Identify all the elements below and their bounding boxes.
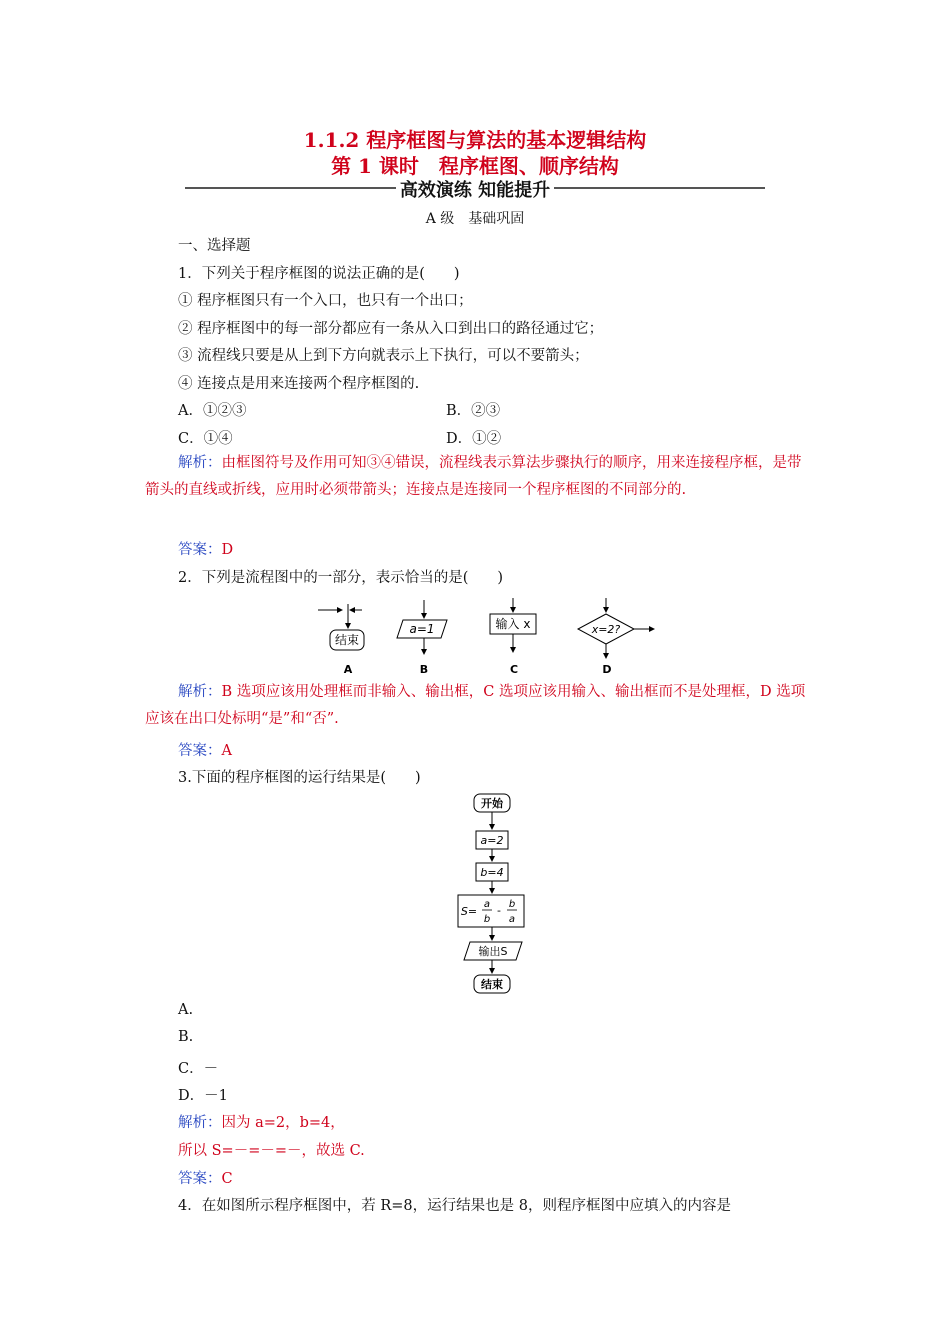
q2-option-c-figure [490, 598, 536, 676]
q3-answer-value: C [221, 1171, 233, 1187]
q1-option-a: A．①②③ [178, 403, 247, 419]
q3-answer [178, 1167, 233, 1188]
q3-answer-label: 答案： [178, 1171, 222, 1187]
q3-analysis-text-1: 因为 a=2，b=4， [221, 1115, 345, 1131]
flow-step-b: b=4 [480, 866, 504, 879]
q3-analysis-line-2: 所以 S=－=－=－，故选 C. [178, 1143, 365, 1159]
title-line-1: 1.1.2 程序框图与算法的基本逻辑结构 [303, 128, 647, 152]
q1-stem: 1．下列关于程序框图的说法正确的是( ) [178, 266, 460, 282]
q1-answer-label: 答案： [178, 542, 222, 558]
q3-analysis-label: 解析： [178, 1115, 222, 1131]
q2-answer [178, 739, 232, 760]
q2-analysis [145, 679, 810, 733]
q2-c-box-text: 输入 x [495, 617, 531, 631]
q4-stem: 4．在如图所示程序框图中，若 R=8，运行结果也是 8，则程序框图中应填入的内容是 [178, 1198, 731, 1214]
q1-option-c: C．①④ [178, 431, 233, 447]
q2-analysis-label: 解析： [178, 684, 222, 700]
section-label: 一、选择题 [178, 238, 251, 254]
flow-den2: a [508, 914, 516, 925]
title-line-2: 第 1 课时 程序框图、顺序结构 [331, 154, 619, 178]
q3-stem: 3.下面的程序框图的运行结果是( ) [178, 770, 421, 786]
q3-option-b: B. [178, 1029, 194, 1045]
flow-end: 结束 [481, 978, 503, 991]
q1-analysis-text: 由框图符号及作用可知③④错误，流程线表示算法步骤执行的顺序，用来连接程序框，是带箭头的直线或折线，应用时必须带箭头；连接点是连接同一个程序框图的不同部分的. [145, 455, 802, 498]
q1-item-4: ④ 连接点是用来连接两个程序框图的. [178, 376, 420, 392]
q2-analysis-text: B 选项应该用处理框而非输入、输出框，C 选项应该用输入、输出框而不是处理框，D 选项应该在出口处标明“是”和“否”. [145, 684, 806, 727]
flow-den1: b [483, 914, 491, 925]
flow-step-a: a=2 [480, 834, 504, 847]
section-banner [185, 176, 765, 200]
q1-option-b: B．②③ [446, 403, 501, 419]
q1-item-3: ③ 流程线只要是从上到下方向就表示上下执行，可以不要箭头； [178, 348, 589, 364]
flow-output: 输出S [478, 945, 508, 958]
q1-answer-value: D [221, 542, 234, 558]
q1-item-2: ② 程序框图中的每一部分都应有一条从入口到出口的路径通过它； [178, 321, 604, 337]
q2-b-box-text: a=1 [409, 622, 435, 636]
q2-figure [0, 598, 950, 683]
q2-option-b-figure [397, 600, 447, 676]
flow-num1: a [483, 899, 491, 910]
q1-answer [178, 538, 233, 559]
q3-option-c: C．－ [178, 1061, 219, 1077]
banner-text: 高效演练 知能提升 [396, 180, 554, 201]
q2-answer-label: 答案： [178, 743, 222, 759]
q2-d-label: D [602, 663, 612, 676]
level-heading: A 级 基础巩固 [425, 211, 525, 227]
q3-analysis-line-1 [178, 1111, 345, 1132]
q2-stem: 2．下列是流程图中的一部分，表示恰当的是( ) [178, 570, 504, 586]
q1-item-1: ① 程序框图只有一个入口，也只有一个出口； [178, 293, 473, 309]
flow-s-prefix: S= [460, 905, 478, 918]
q3-flowchart [440, 790, 550, 996]
q1-analysis [145, 450, 810, 504]
q2-c-label: C [509, 663, 519, 676]
flow-minus: - [497, 904, 501, 917]
q2-d-box-text: x=2? [591, 623, 621, 636]
q2-a-label: A [343, 663, 353, 676]
q2-answer-value: A [221, 743, 232, 759]
q2-option-a-figure [318, 604, 364, 676]
q2-b-label: B [419, 663, 429, 676]
q2-option-d-figure [578, 598, 654, 676]
q1-option-d: D．①② [446, 431, 502, 447]
q1-analysis-label: 解析： [178, 455, 222, 471]
flow-num2: b [508, 899, 516, 910]
flow-start: 开始 [481, 797, 503, 810]
q2-a-box-text: 结束 [334, 633, 360, 647]
q3-option-d: D．－1 [178, 1088, 228, 1104]
q3-option-a: A. [178, 1002, 194, 1018]
